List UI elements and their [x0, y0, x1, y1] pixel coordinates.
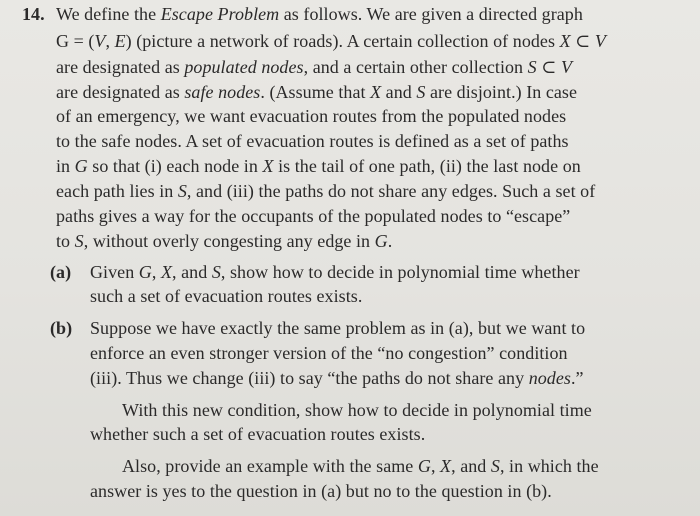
part-a-label: (a) [50, 262, 72, 282]
intro-line-5: of an emergency, we want evacuation routes from the populated nodes [56, 106, 567, 126]
part-b-line-6: Also, provide an example with the same G, X, and S, in which the [122, 456, 599, 476]
intro-line-2: G = (V, E) (picture a network of roads). A certain collection of nodes X ⊂ V [56, 31, 606, 51]
part-a-line-1: Given G, X, and S, show how to decide in polynomial time whether [90, 262, 580, 282]
part-b-line-7: answer is yes to the question in (a) but no to the question in (b). [90, 481, 552, 501]
problem-number: 14. [22, 4, 45, 24]
intro-line-8: each path lies in S, and (iii) the paths do not share any edges. Such a set of [56, 181, 596, 201]
part-b-line-2: enforce an even stronger version of the “no congestion” condition [90, 343, 568, 363]
part-b-line-4: With this new condition, show how to decide in polynomial time [122, 400, 592, 420]
intro-line-3: are designated as populated nodes, and a certain other collection S ⊂ V [56, 57, 572, 77]
part-b-line-1: Suppose we have exactly the same problem as in (a), but we want to [90, 318, 586, 338]
intro-line-1: We define the Escape Problem as follows. We are given a directed graph [56, 4, 583, 24]
part-b-label: (b) [50, 318, 73, 338]
intro-line-4: are designated as safe nodes. (Assume that X and S are disjoint.) In case [56, 82, 578, 102]
part-a-line-2: such a set of evacuation routes exists. [90, 286, 363, 306]
intro-line-6: to the safe nodes. A set of evacuation routes is defined as a set of paths [56, 131, 569, 151]
intro-line-9: paths gives a way for the occupants of the populated nodes to “escape” [56, 206, 571, 226]
intro-line-7: in G so that (i) each node in X is the tail of one path, (ii) the last node on [56, 156, 581, 176]
part-b-line-5: whether such a set of evacuation routes exists. [90, 424, 426, 444]
intro-line-10: to S, without overly congesting any edge in G. [56, 231, 393, 251]
part-b-line-3: (iii). Thus we change (iii) to say “the paths do not share any nodes.” [90, 368, 584, 388]
